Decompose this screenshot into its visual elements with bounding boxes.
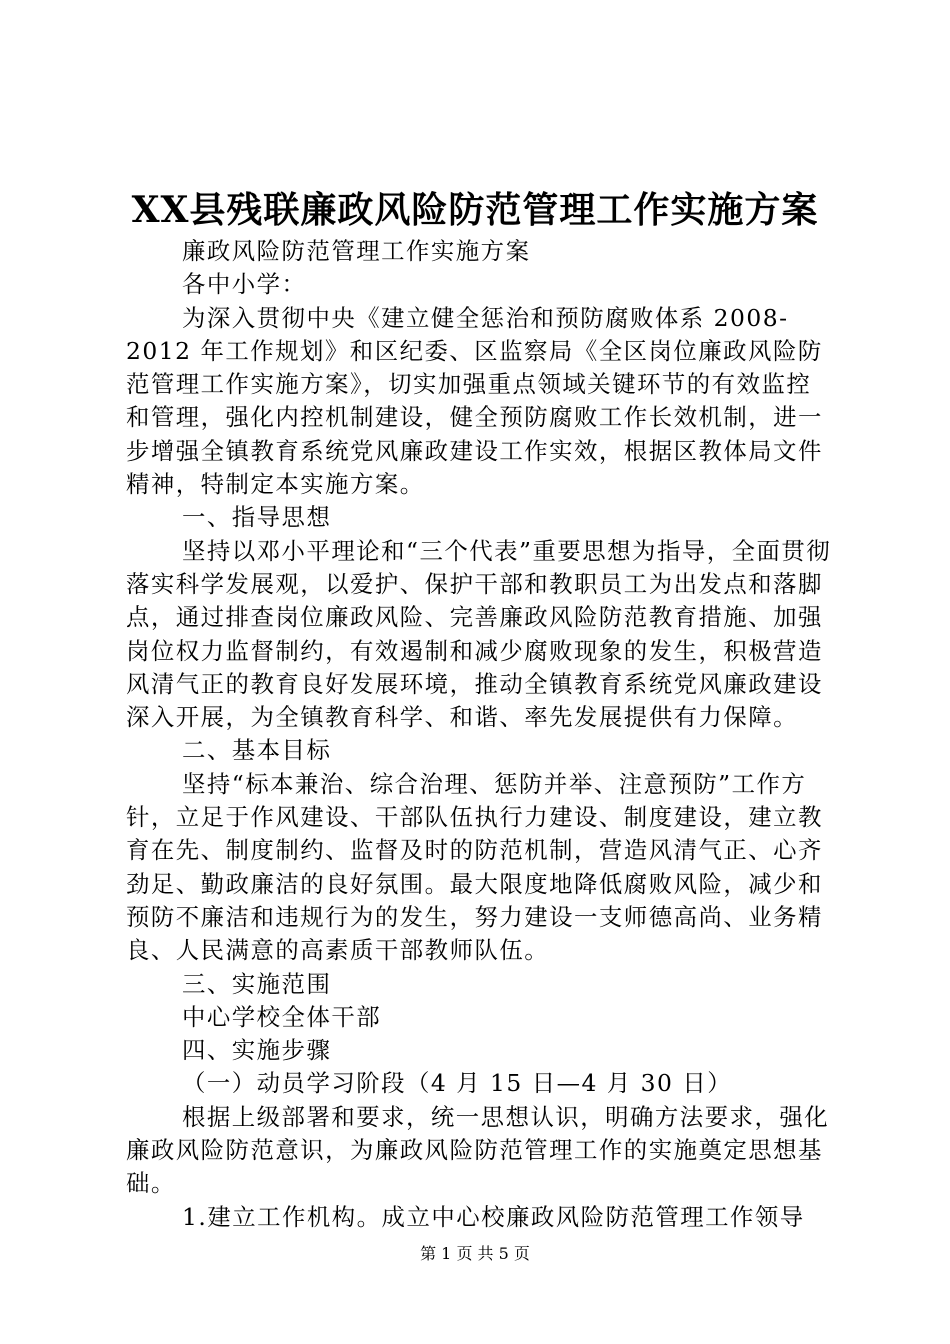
subtitle-line: 廉政风险防范管理工作实施方案	[182, 237, 531, 265]
page-footer: 第 1 页 共 5 页	[420, 1244, 530, 1263]
guiding-thought-paragraph: 坚持以邓小平理论和“三个代表”重要思想为指导，全面贯彻落实科学发展观，以爱护、保护干部和教职员工为出发点和落脚点，通过排查岗位廉政风险、完善廉政风险防范教育措施、加强岗位权力监督制约，有效遏制和减少腐败现象的发生，积极营造风清气正的教育良好发展环境，推动全镇教育系统党风廉政建设深入开展，为全镇教育科学、和谐、率先发展提供有力保障。	[126, 536, 832, 732]
scope-line: 中心学校全体干部	[182, 1002, 382, 1031]
step-one-heading: （一）动员学习阶段（4 月 15 日—4 月 30 日）	[182, 1069, 733, 1098]
section-heading-guiding-thought: 一、指导思想	[182, 503, 332, 532]
step-one-paragraph: 根据上级部署和要求，统一思想认识，明确方法要求，强化廉政风险防范意识，为廉政风险防范管理工作的实施奠定思想基础。	[126, 1102, 830, 1198]
section-heading-scope: 三、实施范围	[182, 969, 332, 998]
section-heading-steps: 四、实施步骤	[182, 1036, 332, 1065]
salutation-line: 各中小学：	[182, 270, 307, 299]
basic-goals-paragraph: 坚持“标本兼治、综合治理、惩防并举、注意预防”工作方针，立足于作风建设、干部队伍执行力建设、制度建设，建立教育在先、制度制约、监督及时的防范机制，营造风清气正、心齐劲足、勤政廉洁的良好氛围。最大限度地降低腐败风险，减少和预防不廉洁和违规行为的发生，努力建设一支师德高尚、业务精良、人民满意的高素质干部教师队伍。	[126, 769, 823, 965]
section-heading-basic-goals: 二、基本目标	[182, 736, 332, 765]
intro-paragraph: 为深入贯彻中央《建立健全惩治和预防腐败体系 2008-2012 年工作规划》和区纪委、区监察局《全区岗位廉政风险防范管理工作实施方案》，切实加强重点领域关键环节的有效监控和管理，强化内控机制建设，健全预防腐败工作长效机制，进一步增强全镇教育系统党风廉政建设工作实效，根据区教体局文件精神，特制定本实施方案。	[126, 303, 823, 499]
item-one-paragraph: 1.建立工作机构。成立中心校廉政风险防范管理工作领导	[182, 1202, 805, 1231]
document-body	[126, 235, 834, 1234]
document-title: XX县残联廉政风险防范管理工作实施方案	[131, 189, 819, 231]
